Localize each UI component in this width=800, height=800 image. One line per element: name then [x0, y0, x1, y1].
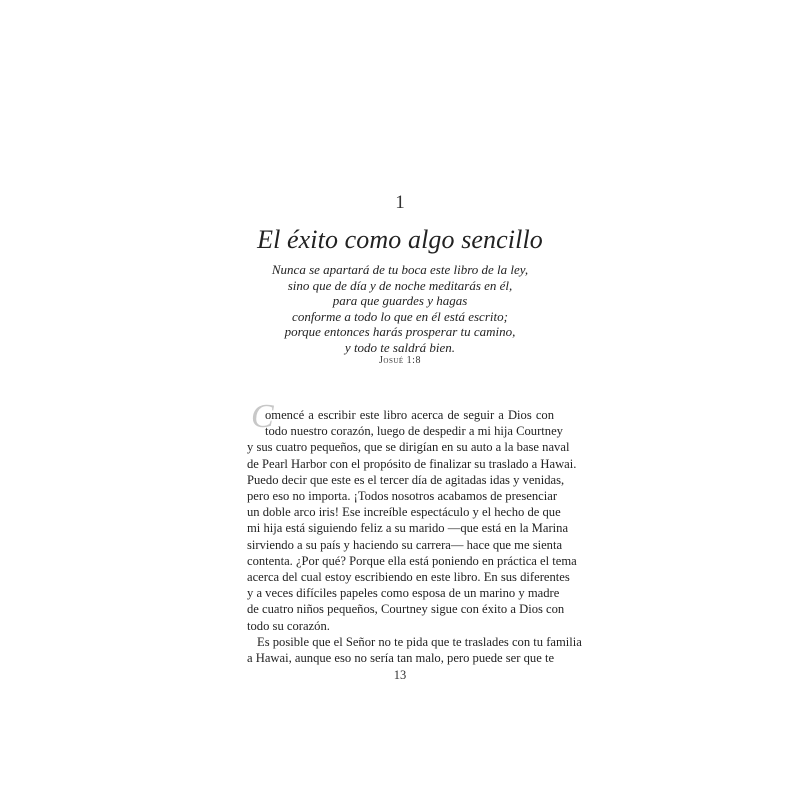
drop-cap: C [251, 398, 274, 435]
body-line: todo nuestro corazón, luego de despedir a mi hija Courtney [265, 424, 563, 439]
epigraph-line: para que guardes y hagas [332, 293, 468, 309]
epigraph-line: conforme a todo lo que en él está escrito; [292, 308, 508, 324]
body-line: Puedo decir que este es el tercer día de agitadas idas y venidas, [247, 472, 565, 487]
body-line: acerca del cual estoy escribiendo en este libro. En sus diferentes [247, 570, 570, 585]
epigraph-line: y todo te saldrá bien. [344, 339, 456, 355]
page-number: 13 [393, 668, 407, 682]
chapter-number: 1 [395, 192, 405, 213]
epigraph-source: Josué 1:8 [379, 355, 421, 366]
body-text [247, 407, 582, 666]
body-line: pero eso no importa. ¡Todos nosotros acabamos de presenciar [247, 489, 558, 504]
body-line: y sus cuatro pequeños, que se dirigían en su auto a la base naval [247, 440, 570, 455]
body-line: de cuatro niños pequeños, Courtney sigue con éxito a Dios con [247, 602, 565, 617]
body-line: sirviendo a su país y haciendo su carrera— hace que me sienta [247, 537, 563, 552]
epigraph [0, 262, 800, 356]
body-line: Es posible que el Señor no te pida que te traslades con tu familia [257, 634, 582, 649]
body-line: un doble arco iris! Ese increíble espectáculo y el hecho de que [247, 505, 561, 520]
epigraph-line: porque entonces harás prosperar tu camino, [284, 324, 516, 340]
epigraph-line: sino que de día y de noche meditarás en él, [287, 277, 513, 293]
body-line: de Pearl Harbor con el propósito de finalizar su traslado a Hawai. [247, 456, 577, 471]
body-line: a Hawai, aunque eso no sería tan malo, pero puede ser que te [247, 651, 555, 666]
body-line: mi hija está siguiendo feliz a su marido —que está en la Marina [247, 521, 569, 536]
body-line: contenta. ¿Por qué? Porque ella está poniendo en práctica el tema [247, 553, 577, 568]
epigraph-line: Nunca se apartará de tu boca este libro de la ley, [271, 262, 529, 277]
body-line: y a veces difíciles papeles como esposa de un marino y madre [247, 586, 560, 601]
body-line: omencé a escribir este libro acerca de seguir a Dios con [265, 408, 554, 422]
body-line: todo su corazón. [247, 618, 330, 633]
chapter-title: El éxito como algo sencillo [257, 225, 543, 254]
